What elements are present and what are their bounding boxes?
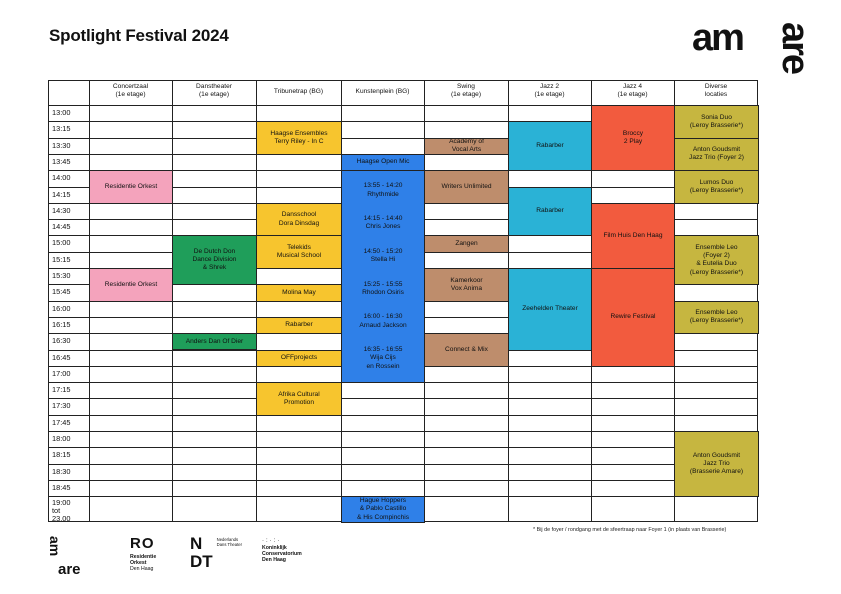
column-header-name: Kunstenplein (BG): [355, 88, 410, 95]
column-header: [508, 83, 591, 100]
event-text: Haagse Open Mic: [356, 158, 410, 166]
event-text: 2 Play: [623, 138, 643, 146]
time-label: 18:00: [52, 434, 71, 443]
event-text: Sonia Duo: [701, 113, 732, 121]
event-text: (Foyer 2): [703, 252, 730, 260]
time-label: 15:30: [52, 271, 71, 280]
event-text: Haagse Ensembles: [270, 129, 328, 137]
event-slot: [364, 182, 403, 199]
event-block: [424, 268, 509, 302]
time-label: 17:30: [52, 401, 71, 411]
event-text: Dance Division: [192, 256, 237, 264]
time-label-line: 23.00: [52, 514, 71, 524]
event-block: [508, 187, 592, 237]
column-header-name: Tribunetrap (BG): [273, 88, 324, 95]
event-block: [424, 235, 509, 252]
event-text: Rabarber: [536, 207, 564, 215]
event-slot: [364, 346, 403, 371]
event-text: 15:25 - 15:55: [363, 280, 403, 288]
event-text: Residentie Orkest: [104, 182, 158, 190]
event-text: & Shrek: [202, 264, 227, 272]
column-header-name: Jazz 4: [622, 83, 643, 90]
ndt-logo: N DT Nederlands Dans Theater: [190, 534, 242, 571]
event-block: [674, 301, 759, 335]
time-label: 16:15: [52, 319, 71, 329]
grid-row-line: [48, 398, 758, 399]
event-block: [341, 496, 425, 523]
event-text: Vox Anima: [450, 284, 483, 292]
event-text: (Leroy Brasserie*): [689, 121, 744, 129]
event-block: [256, 382, 342, 416]
event-text: (Brasserie Amare): [689, 468, 744, 476]
grid-row-line: [48, 464, 758, 465]
event-text: (Leroy Brasserie*): [689, 186, 744, 194]
svg-text:are: are: [774, 22, 816, 74]
event-text: Hague Hoppers: [359, 497, 407, 505]
event-block: [674, 170, 759, 204]
time-label: 13:30: [52, 140, 71, 150]
event-text: Anton Goudsmit: [692, 451, 741, 459]
time-label: 13:15: [52, 124, 71, 134]
time-label: 15:00: [52, 238, 71, 248]
event-text: Academy of: [449, 137, 484, 145]
event-block: [591, 105, 675, 171]
event-text: Lumos Duo: [699, 178, 734, 186]
event-block: [89, 268, 173, 302]
event-text: Anders Dan Of Dier: [185, 337, 244, 345]
time-label-evening: [52, 499, 71, 523]
event-block: [341, 154, 425, 171]
event-text: 13:55 - 14:20: [363, 182, 403, 190]
event-text: Molina May: [282, 288, 316, 296]
time-label: 17:45: [52, 417, 71, 427]
time-label-line: tot: [52, 506, 61, 516]
event-text: Zangen: [455, 239, 478, 247]
event-text: Rabarber: [536, 142, 564, 150]
event-text: Stella Hi: [370, 256, 396, 264]
event-block: [674, 138, 759, 172]
event-text: Ensemble Leo: [695, 243, 738, 251]
event-text: 16:35 - 16:55: [363, 346, 403, 353]
page-title: Spotlight Festival 2024: [49, 26, 229, 45]
time-label: 14:15: [52, 189, 71, 199]
event-block: [172, 235, 257, 285]
event-text: Dora Dinsdag: [278, 219, 320, 227]
event-text: Connect & Mix: [445, 345, 488, 353]
grid-row-line: [48, 447, 758, 448]
column-header: [341, 88, 424, 96]
event-text: Rhythmide: [367, 190, 399, 198]
event-text: Writers Unlimited: [441, 182, 492, 190]
time-label: 17:15: [52, 385, 71, 395]
column-header: [591, 83, 674, 100]
grid-top-border: [48, 80, 758, 81]
column-header-name: Swing: [457, 83, 475, 90]
crown-icon: ·:·:·: [262, 538, 282, 544]
event-text: Vocal Arts: [451, 146, 482, 154]
event-block: [256, 235, 342, 269]
event-text: 14:15 - 14:40: [363, 215, 403, 223]
event-block: [674, 431, 759, 497]
event-text: Terry Riley - In C: [274, 138, 324, 146]
event-text: Ensemble Leo: [695, 309, 738, 317]
event-block: [256, 121, 342, 155]
event-block: [256, 203, 342, 237]
svg-text:am: am: [47, 536, 63, 557]
time-label: 15:15: [52, 254, 71, 264]
time-label: 16:30: [52, 336, 71, 346]
time-label: 14:30: [52, 205, 71, 215]
koninklijk-conservatorium-logo: ·:·:· Koninklijk Conservatorium Den Haag: [262, 538, 302, 563]
column-header: [424, 83, 508, 100]
grid-column-line: [48, 80, 49, 522]
event-text: Broccy: [622, 129, 644, 137]
time-label: 14:00: [52, 173, 71, 183]
time-label-line: 19:00: [52, 498, 71, 508]
event-text: Chris Jones: [365, 223, 401, 231]
grid-row-line: [48, 480, 758, 481]
event-text: Musical School: [276, 252, 322, 260]
column-header-name: Jazz 2: [539, 83, 560, 90]
event-text: Rewire Festival: [610, 313, 656, 321]
column-header: [256, 88, 341, 96]
grid-row-line: [48, 431, 758, 432]
svg-text:am: am: [692, 17, 743, 59]
time-label: 16:45: [52, 352, 71, 362]
event-text: Telekids: [287, 243, 311, 251]
event-block: [591, 203, 675, 269]
event-block: [591, 268, 675, 367]
column-header-floor: (1e etage): [115, 91, 146, 99]
event-block: [424, 170, 509, 204]
event-block: [674, 105, 759, 139]
footnote: * Bij de foyer / rondgang met de sfeertraap naar Foyer 1 (in plaats van Brasserie): [533, 527, 727, 533]
column-header-name: Diverse: [704, 83, 728, 90]
event-text: Anton Goudsmit: [692, 146, 741, 154]
event-text: Wija Cijs: [370, 354, 396, 362]
column-header: [172, 83, 256, 100]
event-text: Rabarber: [285, 321, 313, 329]
time-label: 13:45: [52, 156, 71, 166]
event-text: Residentie Orkest: [104, 280, 158, 288]
event-text: Jazz Trio (Foyer 2): [689, 154, 744, 162]
event-block: [341, 170, 425, 383]
timetable: [48, 80, 758, 522]
event-text: en Rossein: [366, 362, 400, 370]
svg-text:are: are: [58, 561, 81, 578]
event-text: 16:00 - 16:30: [363, 313, 403, 321]
event-text: (Leroy Brasserie*): [689, 268, 744, 276]
event-text: Film Huis Den Haag: [603, 231, 663, 239]
event-text: Afrika Cultural: [278, 390, 320, 398]
event-block: [424, 138, 509, 155]
event-text: OFFprojects: [280, 354, 318, 361]
amare-footer-logo: [46, 534, 106, 578]
event-text: & Pablo Castillo: [359, 505, 407, 513]
column-header-floor: (1e etage): [450, 91, 482, 99]
event-text: Zeehelden Theater: [522, 305, 578, 313]
event-text: De Dutch Don: [193, 247, 236, 255]
event-block: [256, 317, 342, 334]
event-text: Promotion: [283, 398, 315, 406]
residentie-orkest-logo: RO Residentie Orkest Den Haag: [130, 535, 157, 572]
column-header: [89, 83, 172, 100]
event-text: Arnaud Jackson: [359, 321, 407, 329]
time-label: 15:45: [52, 287, 71, 297]
column-header-name: Concertzaal: [112, 83, 149, 90]
event-text: Dansschool: [281, 211, 317, 219]
grid-row-line: [48, 415, 758, 416]
time-label: 14:45: [52, 222, 71, 232]
event-block: [674, 235, 759, 285]
event-text: Jazz Trio: [703, 459, 730, 467]
column-header-floor: (1e etage): [617, 91, 648, 99]
column-header-floor: locaties: [704, 91, 728, 99]
event-slot: [359, 313, 406, 330]
event-text: (Leroy Brasserie*): [689, 317, 744, 325]
event-text: & Eutelia Duo: [696, 260, 737, 268]
event-block: [256, 284, 342, 301]
event-slot: [362, 281, 404, 298]
event-text: & His Compinchis: [356, 513, 410, 521]
event-slot: [364, 215, 403, 232]
event-block: [508, 268, 592, 351]
event-block: [508, 121, 592, 171]
event-text: 14:50 - 15:20: [363, 247, 403, 255]
event-text: Kamerkoor: [450, 276, 483, 284]
event-slot: [364, 248, 403, 265]
time-label: 13:00: [52, 108, 71, 117]
time-label: 18:15: [52, 450, 71, 460]
event-block: [89, 170, 173, 204]
column-header-name: Danstheater: [196, 83, 232, 90]
event-block: [256, 350, 342, 367]
column-header-floor: (1e etage): [534, 91, 565, 99]
column-header: [674, 83, 758, 100]
time-label: 18:30: [52, 466, 71, 476]
time-label: 16:00: [52, 303, 71, 313]
column-header-floor: (1e etage): [198, 91, 230, 99]
event-text: Rhodon Osiris: [362, 288, 404, 296]
event-block: [172, 333, 257, 350]
time-label: 18:45: [52, 482, 71, 492]
event-block: [424, 333, 509, 367]
time-label: 17:00: [52, 368, 71, 378]
